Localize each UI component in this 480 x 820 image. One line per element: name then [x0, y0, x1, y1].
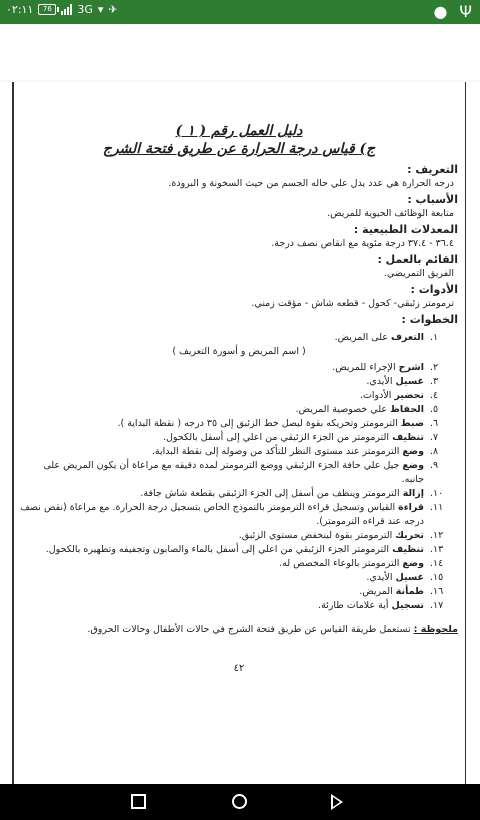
step-item [20, 599, 458, 613]
step-body: الترمومتر وتحريكه بقوة ليصل خط الزئبق إلى ٣٥ درجه ( نقطة البداية ). [117, 418, 401, 429]
normal-range-heading: المعدلات الطبيعية : [353, 223, 458, 236]
step-number: ١٤. [430, 558, 444, 569]
step-text [20, 375, 424, 389]
step-text [20, 557, 424, 571]
step-text [20, 403, 424, 417]
step-body: القياس وتسجيل قراءة الترمومتر بالنموذج الخاص بتسجيل درجة الحرارة. مع مراعاة (نقص نصف درجه عند قراءه الترمومتر). [20, 502, 424, 527]
step-body: الأدوات. [359, 390, 395, 401]
step-item [20, 389, 458, 403]
step-keyword: اشرح [398, 362, 424, 373]
step-body: جيل علي حافة الجزء الزئبقي ووضع الترمومتر لمده دقيقه مع مراعاة أن يكون المريض على جانبه. [43, 460, 424, 485]
tools-heading: الأدوات : [410, 283, 458, 296]
previous-page-edge [0, 24, 480, 80]
step-keyword: تنظيف [392, 432, 424, 443]
step-item [20, 403, 458, 417]
step-number: ١٧. [430, 600, 444, 611]
page-subtitle: ج) قياس درجة الحرارة عن طريق فتحة الشرج [102, 141, 376, 157]
step-keyword: تنظيف [392, 544, 424, 555]
definition-heading: التعريف : [407, 163, 458, 176]
step-number: ١١. [430, 502, 444, 513]
step-number: ٩. [430, 460, 439, 471]
step-body: الترمومتر عند مستوى النظر للتأكد من وصوله إلى نقطة البداية. [151, 446, 403, 457]
status-left [6, 3, 118, 16]
step-text [20, 431, 424, 445]
status-right [433, 2, 472, 21]
note-text: تستعمل طريقة القياس عن طريق فتحة الشرج في حالات الأطفال وحالات الحروق. [87, 624, 414, 635]
signal-icon [61, 4, 72, 15]
step-text [20, 571, 424, 585]
step-keyword: غسيل [395, 376, 424, 387]
right-page-border [465, 82, 467, 784]
battery-icon [38, 4, 56, 15]
step-item [20, 529, 458, 543]
step-number: ١٢. [430, 530, 444, 541]
step-body: المريض. [359, 586, 396, 597]
step-number: ٧. [430, 432, 439, 443]
step-text [20, 487, 424, 501]
step-body: الترمومتر وينظف من أسفل إلى الجزء الزئبقي بقطعة شاش جافة. [140, 488, 403, 499]
note [20, 623, 458, 637]
step-number: ٣. [430, 376, 439, 387]
step-text [20, 543, 424, 557]
step-number: ١. [430, 332, 439, 343]
step-text [20, 585, 424, 599]
step-keyword: التعرف [390, 332, 424, 343]
status-bar [0, 0, 480, 24]
page-number: ٤٢ [233, 663, 245, 674]
step-body: الترمومتر بقوة لينخفض مستوي الزئبق. [238, 530, 396, 541]
step-body: الترمومتر من الجزء الزئبقي من اعلي إلى أسفل بالكحول. [162, 432, 393, 443]
step-keyword: تسجيل [391, 600, 424, 611]
step-body: الإجراء للمريض. [332, 362, 399, 373]
step-keyword: تحريك [395, 530, 424, 541]
step-item [20, 361, 458, 375]
step-keyword: قراءة [398, 502, 424, 513]
no-sound-icon: ✈ [108, 3, 118, 16]
step-keyword: غسيل [395, 572, 424, 583]
step-item [20, 431, 458, 445]
step-text [20, 331, 424, 345]
step-item [20, 585, 458, 599]
step-number: ٤. [430, 390, 439, 401]
step-keyword: ضبط [400, 418, 424, 429]
step-body: على المريض. [334, 332, 391, 343]
definition-text: درجه الحرارة هي عدد يدل علي حاله الجسم من حيث السخونة و البرودة. [168, 178, 454, 189]
step-keyword: إزالة [402, 488, 424, 499]
step-number: ٨. [430, 446, 439, 457]
step-keyword: وضع [402, 446, 424, 457]
step-number: ٢. [430, 362, 439, 373]
step-text [20, 445, 424, 459]
status-time: ٠٢:١١ [6, 3, 34, 16]
step-text [20, 417, 424, 431]
note-label: ملحوظة : [413, 624, 458, 635]
reasons-text: متابعة الوظائف الحيوية للمريض. [327, 208, 454, 219]
step-item [20, 417, 458, 431]
network-type: 3G [77, 3, 93, 16]
step-item [20, 571, 458, 585]
left-page-border [12, 82, 14, 784]
step-number: ١٠. [430, 488, 444, 499]
step-item [20, 375, 458, 389]
steps-heading: الخطوات : [401, 313, 458, 326]
step-item [20, 331, 458, 345]
step-body: أية علامات طارئة. [318, 600, 392, 611]
step-item [20, 459, 458, 487]
staff-heading: القائم بالعمل : [377, 253, 458, 266]
recent-apps-icon[interactable] [131, 794, 146, 809]
step-number: ١٥. [430, 572, 444, 583]
step-item [20, 445, 458, 459]
step-text [20, 501, 424, 529]
step-body: علي خصوصية المريض. [295, 404, 391, 415]
page-title: دليل العمل رقم ( ١ ) [175, 123, 303, 139]
step-keyword: طمأنة [395, 586, 424, 597]
step-text [20, 459, 424, 487]
step-body: الأيدي. [366, 376, 396, 387]
reasons-heading: الأسباب : [407, 193, 458, 206]
navigation-bar [0, 784, 480, 820]
step-keyword: وضع [402, 460, 424, 471]
step-number: ١٣. [430, 544, 444, 555]
step-text [20, 599, 424, 613]
home-icon[interactable] [232, 794, 247, 809]
page-content [20, 122, 458, 674]
back-icon[interactable] [331, 794, 343, 810]
step-number: ١٦. [430, 586, 444, 597]
document-page [0, 82, 480, 784]
step-text [20, 529, 424, 543]
step-text [20, 361, 424, 375]
staff-text: الفريق التمريضي. [383, 268, 454, 279]
step-body: الترمومتر الجزء الزئبقي من اعلي إلى أسفل بالماء والصابون وتجفيفه وتطهيره بالكحول. [45, 544, 393, 555]
step1-subnote: ( اسم المريض و أسورة التعريف ) [172, 346, 306, 357]
step-number: ٦. [430, 418, 439, 429]
wifi-icon: ▾ [97, 3, 104, 16]
battery-level: 76 [42, 5, 52, 13]
step-item [20, 487, 458, 501]
tools-text: ترمومتر زئبقي- كحول - قطعه شاش - مؤقت زمني. [251, 298, 454, 309]
step-keyword: وضع [402, 558, 424, 569]
steps-list [20, 331, 458, 613]
step-body: الترمومتر بالوعاء المخصص له. [279, 558, 403, 569]
step-keyword: الحفاظ [390, 404, 424, 415]
location-icon: ● [433, 2, 448, 21]
normal-range-text: ٣٦.٤ - ٣٧.٤ درجة مئوية مع انقاص نصف درجة. [271, 238, 454, 249]
step-number: ٥. [430, 404, 439, 415]
step-keyword: تحضير [394, 390, 424, 401]
usb-icon: Ψ [459, 2, 472, 21]
step-text [20, 389, 424, 403]
step-item [20, 543, 458, 557]
step-item [20, 501, 458, 529]
step-item [20, 557, 458, 571]
document-viewer[interactable] [0, 24, 480, 784]
step-body: الأيدي. [366, 572, 396, 583]
